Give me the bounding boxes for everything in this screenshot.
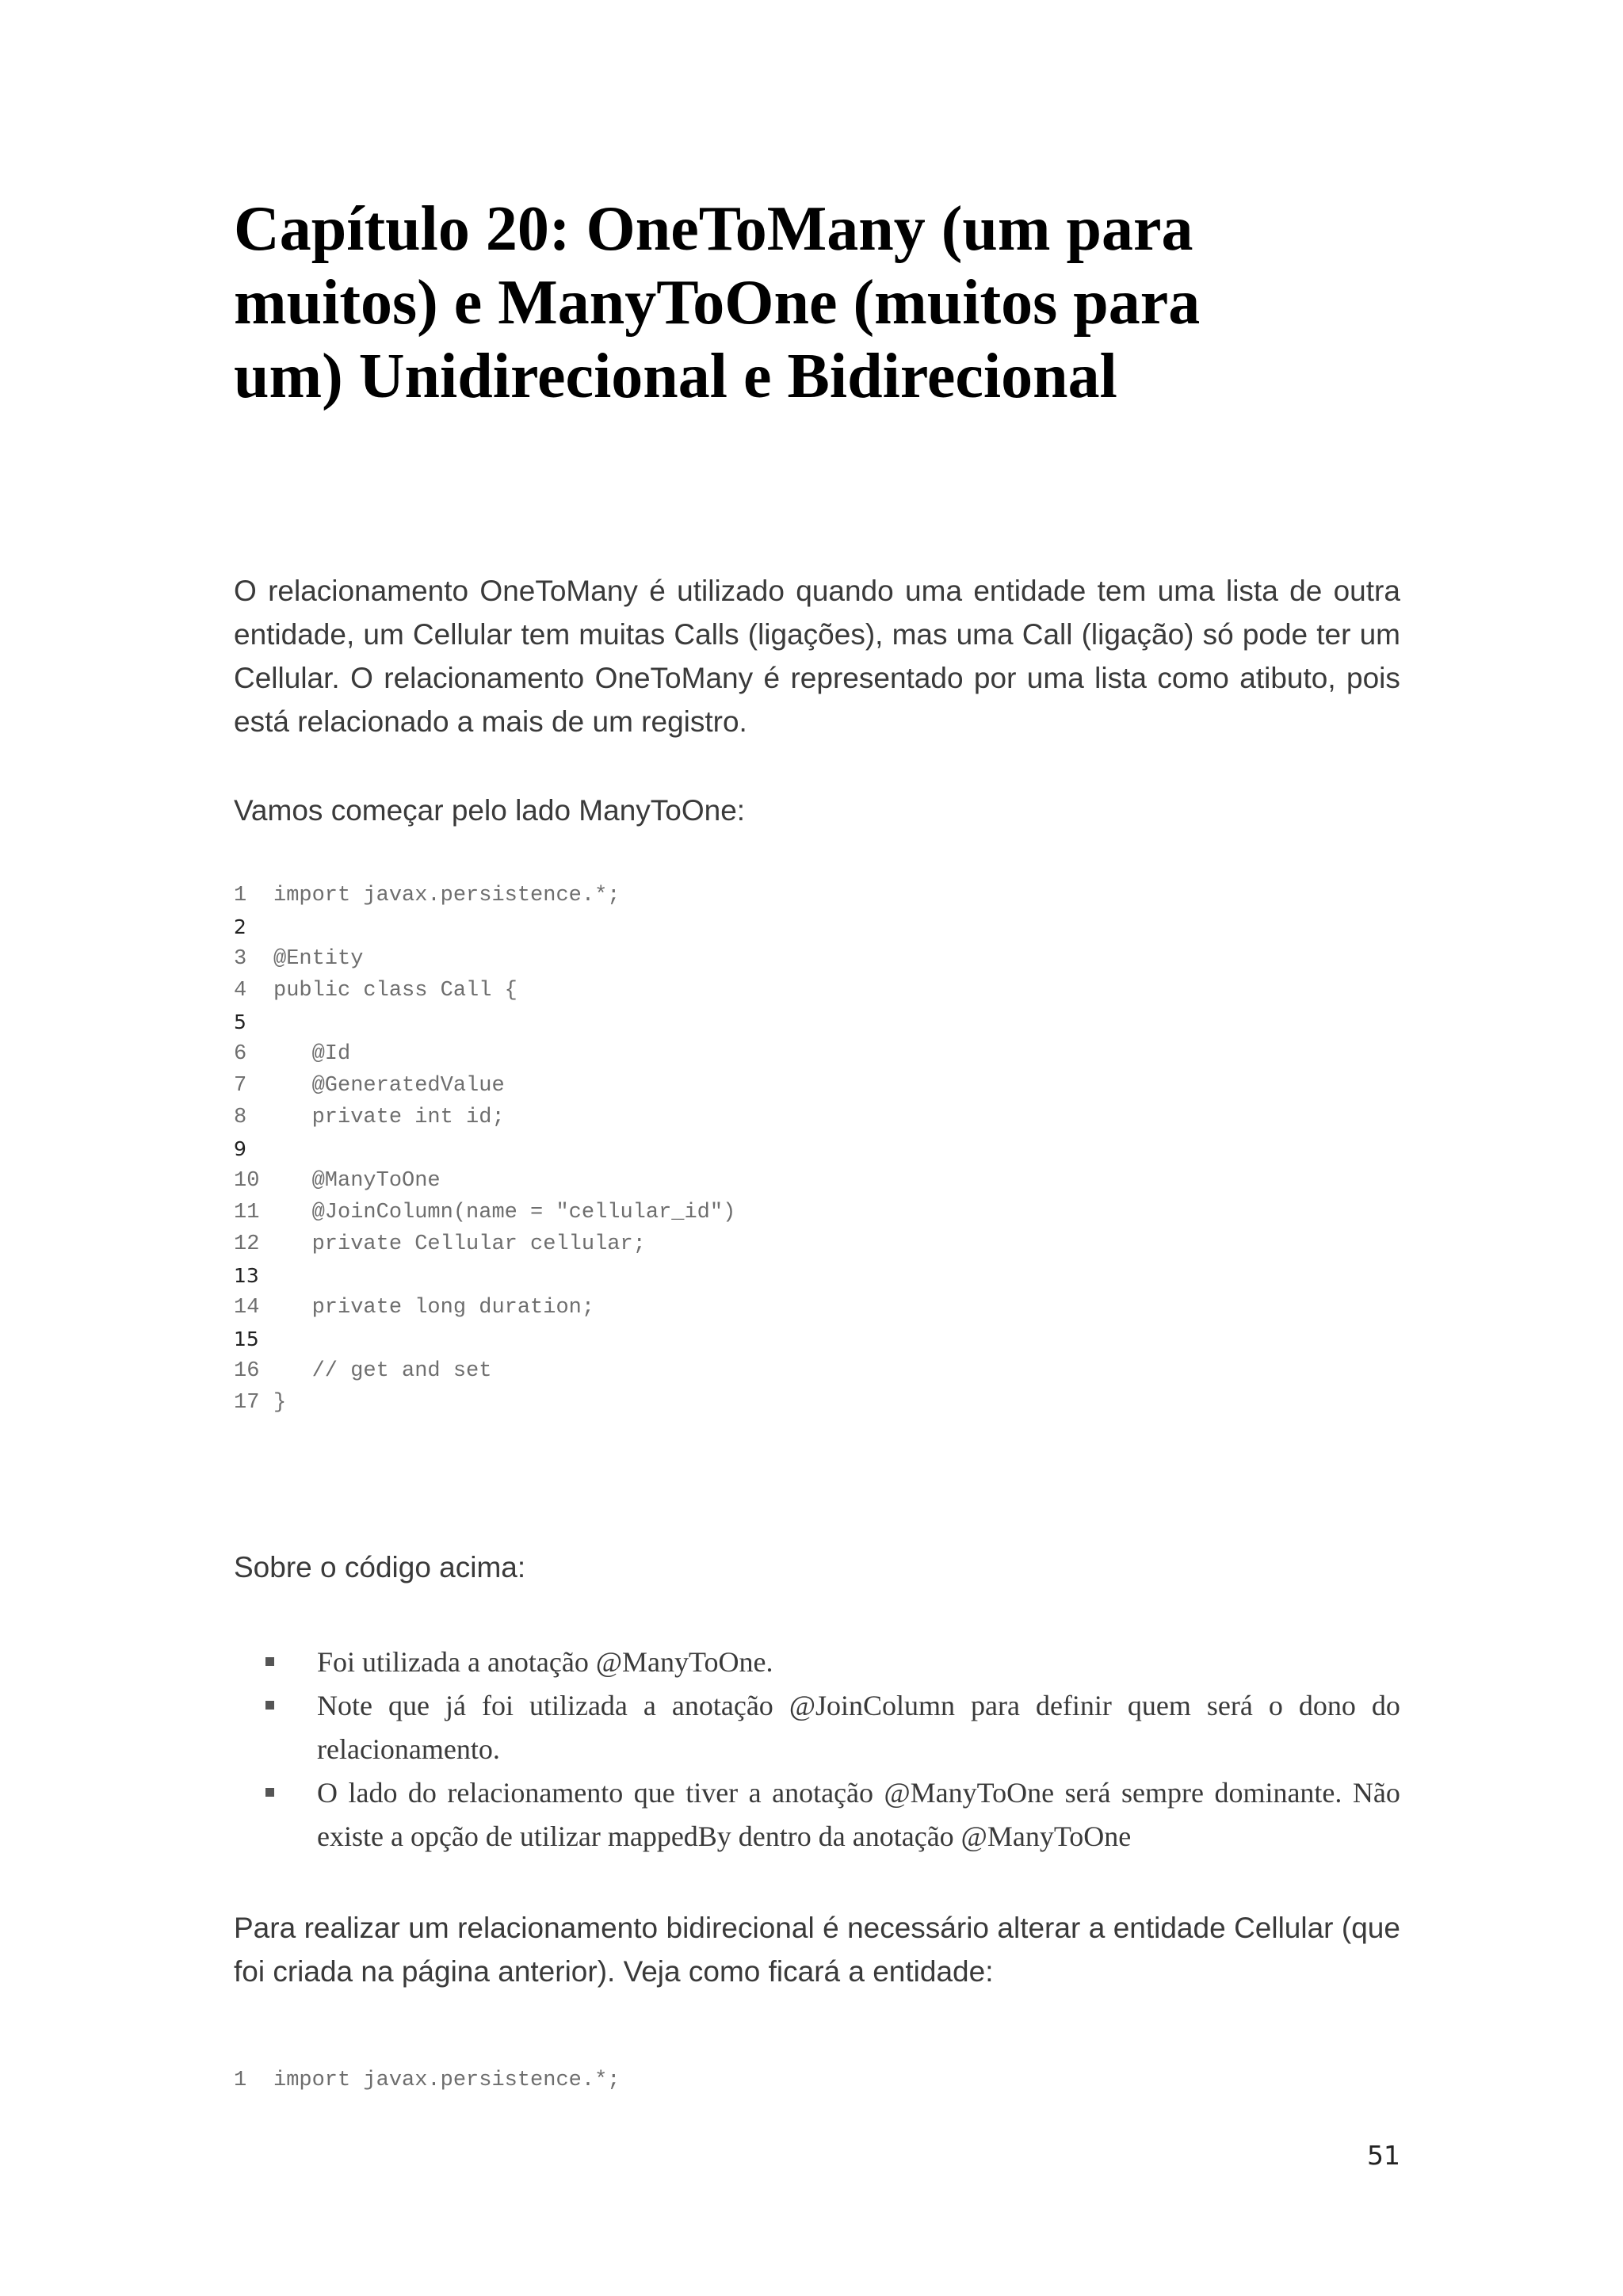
code-line [234, 1102, 735, 1133]
line-number: 12 [234, 1232, 260, 1256]
code-line [234, 1133, 735, 1165]
line-number: 1 [234, 884, 247, 907]
word: será [1206, 1690, 1253, 1721]
word: a [643, 1690, 656, 1721]
code-line [234, 1324, 735, 1355]
line-number: 4 [234, 979, 247, 1003]
line-number: 5 [234, 1010, 246, 1033]
word: Note [317, 1690, 372, 1721]
word: OneToMany [479, 575, 638, 607]
word: como [1157, 662, 1229, 694]
line-number: 8 [234, 1106, 247, 1129]
word: Cellular [1234, 1912, 1334, 1944]
code-text: @GeneratedValue [273, 1074, 505, 1098]
code-line [234, 1260, 735, 1292]
line-number: 6 [234, 1042, 247, 1066]
code-text: import javax.persistence.*; [273, 884, 621, 907]
word: @ManyToOne [884, 1777, 1055, 1809]
word: dono [1298, 1690, 1356, 1721]
word: OneToMany [594, 662, 754, 694]
word: outra [1333, 575, 1400, 607]
square-bullet-icon [265, 1788, 274, 1797]
word: um [363, 618, 404, 651]
word: será [1064, 1777, 1111, 1809]
word: definir [1035, 1690, 1112, 1721]
word: ter [1316, 618, 1351, 651]
code-text: private Cellular cellular; [273, 1232, 646, 1256]
code-text: @JoinColumn(name = "cellular_id") [273, 1201, 736, 1224]
line-number: 3 [234, 947, 247, 971]
word: tem [1097, 575, 1147, 607]
bullet-line [317, 1684, 1400, 1728]
code-block-cellular [234, 2065, 620, 2096]
word: necessário [847, 1912, 989, 1944]
word: Calls [674, 618, 739, 651]
bidirectional-paragraph [234, 1906, 1400, 1993]
word: lado [348, 1777, 398, 1809]
word: um [1359, 618, 1400, 651]
code-line [234, 911, 735, 943]
word: para [971, 1690, 1020, 1721]
code-text: @Entity [273, 947, 364, 971]
line-number: 9 [234, 1137, 246, 1160]
code-line [234, 1355, 735, 1387]
word: O [234, 575, 257, 607]
word: a [1088, 1912, 1106, 1944]
notes-list-item [265, 1684, 1400, 1771]
chapter-title-line: muitos) e ManyToOne (muitos para [234, 268, 1201, 338]
word: O [317, 1777, 338, 1809]
word: entidade [973, 575, 1086, 607]
bullet-line [317, 1771, 1400, 1815]
word: é [823, 1912, 839, 1944]
bidirectional-line [234, 1906, 1400, 1950]
word: entidade, [234, 618, 355, 651]
line-number: 16 [234, 1359, 260, 1383]
intro-line [234, 656, 1400, 700]
word: anotação [772, 1777, 874, 1809]
word: a [748, 1777, 762, 1809]
word: uma [905, 575, 963, 607]
word: Cellular [412, 618, 513, 651]
word: Para [234, 1912, 296, 1944]
word: (ligação) [1081, 618, 1194, 651]
line-number: 14 [234, 1296, 260, 1320]
word: realizar [304, 1912, 400, 1944]
word: tiver [685, 1777, 739, 1809]
square-bullet-icon [265, 1701, 274, 1710]
word: quando [796, 575, 894, 607]
line-number: 13 [234, 1264, 259, 1287]
code-text: private int id; [273, 1106, 505, 1129]
bidirectional-line: foi criada na página anterior). Veja como ficará a entidade: [234, 1955, 994, 1988]
code-line [234, 1387, 735, 1419]
square-bullet-icon [265, 1657, 274, 1666]
line-number: 7 [234, 1074, 247, 1098]
code-text: } [273, 1391, 287, 1415]
code-line [234, 975, 735, 1007]
word: muitas [579, 618, 666, 651]
word: é [649, 575, 666, 607]
word: pode [1242, 618, 1308, 651]
word: é [763, 662, 781, 694]
intro-line [234, 613, 1400, 656]
bullet-line: existe a opção de utilizar mappedBy dentro da anotação @ManyToOne [317, 1820, 1132, 1852]
line-number: 11 [234, 1201, 260, 1224]
code-line [234, 1070, 735, 1102]
word: do [407, 1777, 437, 1809]
word: por [973, 662, 1017, 694]
word: mas [892, 618, 948, 651]
code-line [234, 880, 735, 911]
intro-paragraph [234, 569, 1400, 743]
word: lista [1225, 575, 1278, 607]
intro-line [234, 569, 1400, 613]
word: entidade [1113, 1912, 1226, 1944]
word: uma [1157, 575, 1215, 607]
line-number: 15 [234, 1328, 259, 1350]
bullet-line: Foi utilizada a anotação @ManyToOne. [317, 1646, 773, 1678]
word: do [1371, 1690, 1400, 1721]
chapter-title-line: um) Unidirecional e Bidirecional [234, 342, 1117, 411]
line-number: 2 [234, 915, 246, 938]
code-text: public class Call { [273, 979, 517, 1003]
word: Não [1352, 1777, 1400, 1809]
notes-list-item [265, 1771, 1400, 1859]
line-number: 10 [234, 1169, 260, 1193]
code-text: import javax.persistence.*; [273, 2069, 621, 2092]
word: relacionamento [447, 1777, 624, 1809]
line-number: 1 [234, 2069, 247, 2092]
code-line [234, 1197, 735, 1228]
word: (que [1341, 1912, 1400, 1944]
code-text: @ManyToOne [273, 1169, 441, 1193]
word: um [408, 1912, 449, 1944]
word: relacionamento [384, 662, 585, 694]
word: já [445, 1690, 466, 1721]
code-line [234, 1007, 735, 1038]
word: foi [481, 1690, 514, 1721]
word: sempre [1121, 1777, 1204, 1809]
word: uma [1026, 662, 1084, 694]
word: relacionamento [457, 1912, 659, 1944]
code-line [234, 1165, 735, 1197]
word: @JoinColumn [789, 1690, 955, 1721]
code-text: private long duration; [273, 1296, 595, 1320]
word: lista [1094, 662, 1147, 694]
code-line [234, 2065, 620, 2096]
about-code-heading [234, 1545, 1400, 1589]
word: só [1202, 618, 1234, 651]
notes-list-item [265, 1641, 1400, 1684]
code-block-call [234, 880, 735, 1419]
code-text: @Id [273, 1042, 351, 1066]
word: que [388, 1690, 430, 1721]
word: representado [790, 662, 964, 694]
word: dominante. [1214, 1777, 1342, 1809]
code-line [234, 1292, 735, 1324]
manytoone-intro [234, 789, 1400, 832]
chapter-title [234, 193, 1423, 414]
word: de [1289, 575, 1323, 607]
code-line [234, 1228, 735, 1260]
word: utilizada [529, 1690, 628, 1721]
code-text: // get and set [273, 1359, 492, 1383]
word: alterar [997, 1912, 1081, 1944]
word: Call [1022, 618, 1073, 651]
word: O [350, 662, 373, 694]
chapter-title-line: Capítulo 20: OneToMany (um para [234, 194, 1193, 264]
word: tem [521, 618, 571, 651]
intro-line: está relacionado a mais de um registro. [234, 705, 747, 738]
word: atibuto, [1239, 662, 1336, 694]
word: que [633, 1777, 675, 1809]
about-code-text: Sobre o código acima: [234, 1551, 526, 1584]
bullet-line: relacionamento. [317, 1733, 500, 1765]
notes-list [265, 1641, 1400, 1859]
word: relacionamento [268, 575, 469, 607]
word: pois [1346, 662, 1400, 694]
word: anotação [671, 1690, 773, 1721]
word: bidirecional [666, 1912, 815, 1944]
word: Cellular. [234, 662, 340, 694]
word: quem [1127, 1690, 1191, 1721]
word: o [1268, 1690, 1283, 1721]
word: (ligações), [747, 618, 884, 651]
line-number: 17 [234, 1391, 260, 1415]
page-number: 51 [1367, 2140, 1400, 2171]
word: uma [956, 618, 1014, 651]
code-line [234, 943, 735, 975]
manytoone-intro-text: Vamos começar pelo lado ManyToOne: [234, 794, 746, 827]
code-line [234, 1038, 735, 1070]
word: utilizado [677, 575, 785, 607]
